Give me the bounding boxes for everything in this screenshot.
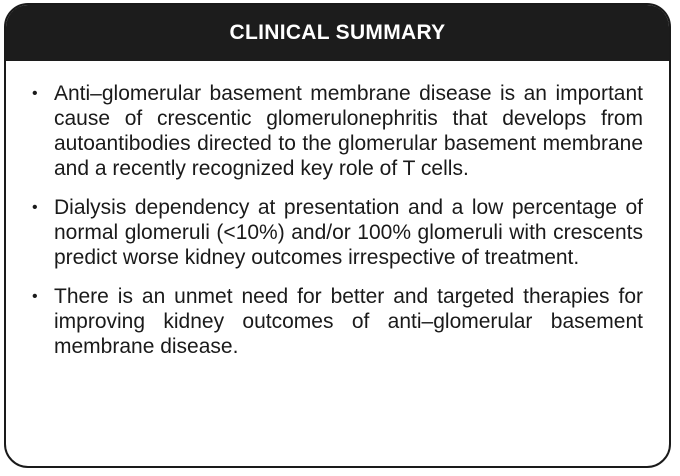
- summary-bullet-list: [6, 61, 669, 359]
- bullet-text: Dialysis dependency at presentation and a low percentage of normal glomeruli (<10%) and/or 100% glomeruli with crescents predict worse kidney outcomes irrespective of treatment.: [54, 196, 643, 269]
- bullet-text: Anti–glomerular basement membrane disease is an important cause of crescentic glomerulonephritis that develops from autoantibodies directed to the glomerular basement membrane and a recently recognized key role of T cells.: [54, 82, 643, 180]
- summary-title: CLINICAL SUMMARY: [229, 21, 446, 44]
- summary-bullet-item: [32, 284, 643, 359]
- summary-bullet-item: [32, 195, 643, 270]
- summary-header: [6, 5, 669, 61]
- clinical-summary-box: [4, 3, 671, 468]
- bullet-text: There is an unmet need for better and targeted therapies for improving kidney outcomes of anti–glomerular basement membrane disease.: [54, 285, 643, 358]
- bullet-marker-icon: •: [32, 199, 38, 216]
- bullet-marker-icon: •: [32, 85, 38, 102]
- summary-bullet-item: [32, 81, 643, 181]
- bullet-marker-icon: •: [32, 288, 38, 305]
